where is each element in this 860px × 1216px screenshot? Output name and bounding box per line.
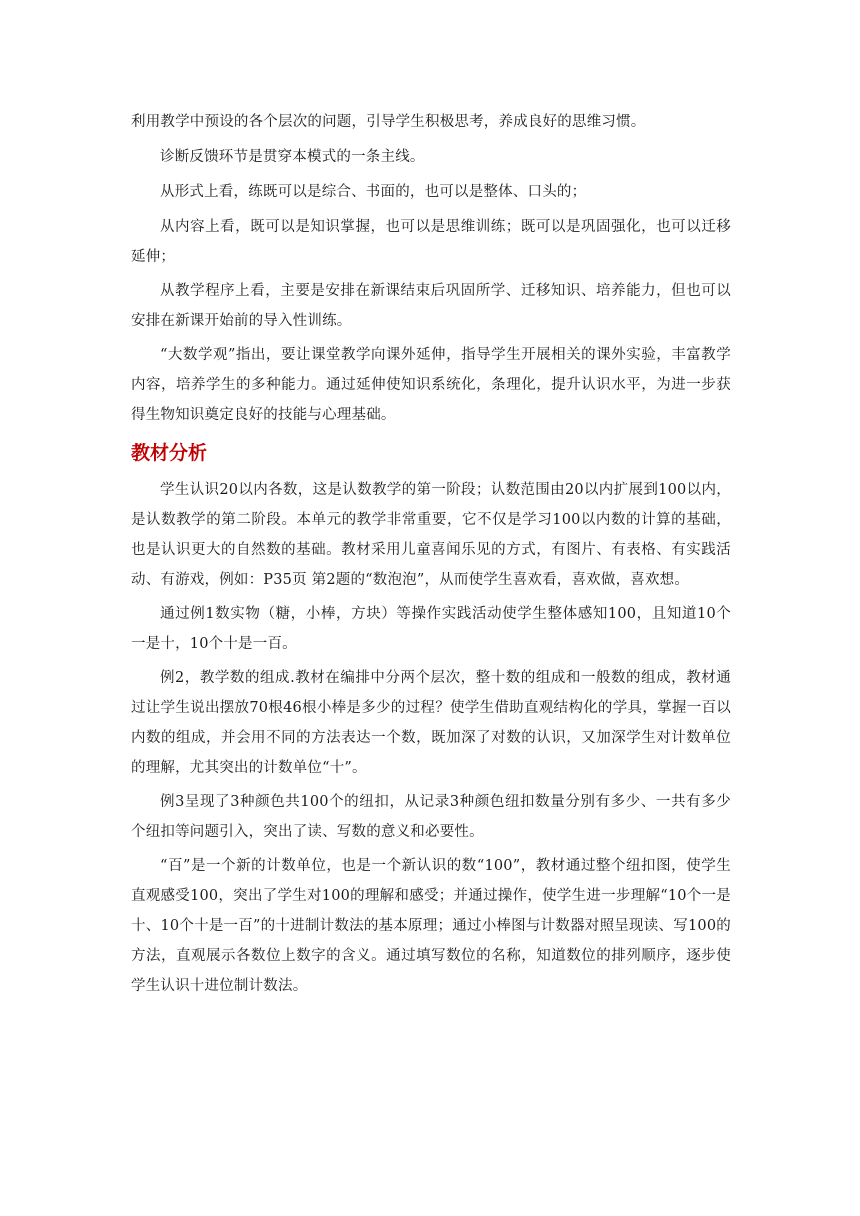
paragraph: 学生认识20以内各数，这是认数教学的第一阶段；认数范围由20以内扩展到100以内，是认数教学的第二阶段。本单元的教学非常重要，它不仅是学习100以内数的计算的基础，也是认识更大的自然数的基础。教材采用儿童喜闻乐见的方式，有图片、有表格、有实践活动、有游戏，例如：P35页 第2题的“数泡泡”，从而使学生喜欢看，喜欢做，喜欢想。 xyxy=(131,482,731,588)
paragraph: 例2，教学数的组成.教材在编排中分两个层次，整十数的组成和一般数的组成，教材通过让学生说出摆放70根46根小棒是多少的过程？使学生借助直观结构化的学具，掌握一百以内数的组成，并会用不同的方法表达一个数，既加深了对数的认识，又加深学生对计数单位的理解，尤其突出的计数单位“十”。 xyxy=(131,670,731,776)
paragraph: “大数学观”指出，要让课堂教学向课外延伸，指导学生开展相关的课外实验，丰富教学内容，培养学生的多种能力。通过延伸使知识系统化，条理化，提升认识水平，为进一步获得生物知识奠定良好的技能与心理基础。 xyxy=(131,347,731,423)
paragraph: 从教学程序上看，主要是安排在新课结束后巩固所学、迁移知识、培养能力，但也可以安排在新课开始前的导入性训练。 xyxy=(131,283,731,329)
paragraph: 从形式上看，练既可以是综合、书面的，也可以是整体、口头的； xyxy=(160,184,587,200)
paragraph: 从内容上看，既可以是知识掌握，也可以是思维训练；既可以是巩固强化，也可以迁移延伸； xyxy=(131,219,731,265)
paragraph: 通过例1数实物（糖，小棒，方块）等操作实践活动使学生整体感知100，且知道10个一是十，10个十是一百。 xyxy=(131,606,731,652)
section-heading: 教材分析 xyxy=(131,442,208,464)
document-page xyxy=(131,107,731,1001)
paragraph: 例3呈现了3种颜色共100个的纽扣，从记录3种颜色纽扣数量分别有多少、一共有多少个纽扣等问题引入，突出了读、写数的意义和必要性。 xyxy=(131,794,731,840)
paragraph: 诊断反馈环节是贯穿本模式的一条主线。 xyxy=(160,149,425,165)
paragraph: “百”是一个新的计数单位，也是一个新认识的数“100”，教材通过整个纽扣图，使学生直观感受100，突出了学生对100的理解和感受；并通过操作，使学生进一步理解“10个一是十、10个十是一百”的十进制计数法的基本原理；通过小棒图与计数器对照呈现读、写100的方法，直观展示各数位上数字的含义。通过填写数位的名称，知道数位的排列顺序，逐步使学生认识十进位制计数法。 xyxy=(131,858,731,994)
paragraph: 利用教学中预设的各个层次的问题，引导学生积极思考，养成良好的思维习惯。 xyxy=(131,114,646,130)
